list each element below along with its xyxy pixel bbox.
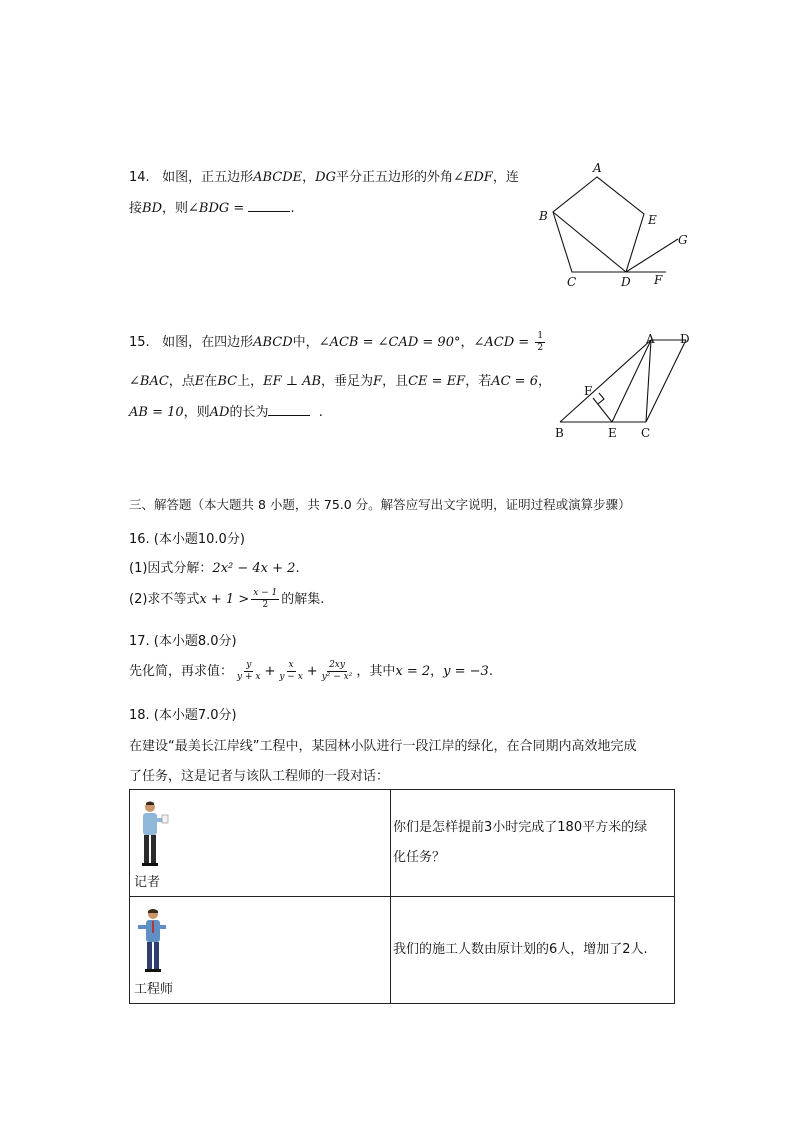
speech-line: 化任务？: [393, 850, 446, 865]
segment-bd: [553, 212, 626, 272]
speech-line: 我们的施工人数由原计划的6人，增加了2人.: [393, 942, 648, 957]
speech-cell: [391, 790, 675, 897]
dialog-table: [129, 789, 675, 1004]
label-g: G: [678, 233, 688, 247]
label-c: C: [641, 426, 651, 440]
pentagon-abcde: [553, 177, 644, 272]
q18-text-line2: 了任务，这是记者与该队工程师的一段对话：: [129, 769, 390, 784]
table-row: [130, 790, 675, 897]
q17-heading: 17. (本小题8.0分): [129, 634, 237, 649]
ray-dg: [626, 239, 678, 272]
q14-line1: 14. 如图，正五边形ABCDE，DG平分正五边形的外角∠EDF，连: [129, 170, 519, 185]
segment-ab: [560, 340, 651, 422]
q16-part1: (1)因式分解：2x² − 4x + 2.: [129, 561, 300, 576]
label-e: E: [648, 213, 657, 227]
q18-heading: 18. (本小题7.0分): [129, 708, 237, 723]
fraction-x-minus-1-over-2: $\frac{x - 1}{2}$: [253, 588, 278, 610]
q14-number: 14.: [129, 170, 150, 185]
speaker-cell: [130, 897, 391, 1004]
speech-cell: [391, 897, 675, 1004]
label-b: B: [539, 209, 548, 223]
label-e: E: [608, 426, 617, 440]
q15-line2: ∠BAC，点E在BC上，EF ⊥ AB，垂足为F，且CE = EF，若AC = 6，: [129, 374, 551, 389]
speech-line: 你们是怎样提前3小时完成了180平方米的绿: [393, 820, 648, 835]
segment-ef: [593, 398, 612, 422]
table-row: [130, 897, 675, 1004]
label-d: D: [680, 332, 690, 346]
label-d: D: [621, 275, 631, 289]
quadrilateral-figure: [548, 328, 698, 443]
fraction-one-half: $\frac{1}{2}$: [537, 331, 544, 353]
q18-text-line1: 在建设“最美长江岸线”工程中，某园林小队进行一段江岸的绿化，在合同期内高效地完成: [129, 739, 637, 754]
reporter-person-icon: [136, 800, 170, 868]
q15-line3: AB = 10，则AD的长为 .: [129, 405, 323, 420]
q16-part2: (2)求不等式x + 1 > $\frac{x - 1}{2}$ 的解集.: [129, 588, 325, 610]
speaker-label: 工程师: [134, 982, 174, 997]
fraction-3: $\frac{2xy}{\text{y² − x²}}$: [321, 660, 353, 682]
section-3-heading: 三、解答题（本大题共 8 小题，共 75.0 分。解答应写出文字说明，证明过程或演算步骤）: [129, 497, 631, 512]
label-f: F: [654, 273, 663, 287]
answer-blank: [268, 403, 310, 416]
segment-ae: [612, 340, 651, 422]
right-angle-mark: [598, 393, 604, 404]
label-f: F: [584, 384, 593, 398]
answer-blank: [248, 199, 290, 212]
speaker-label: 记者: [134, 875, 161, 890]
segment-ac: [646, 340, 651, 422]
speaker-cell: [130, 790, 391, 897]
label-a: A: [646, 332, 655, 346]
fraction-2: $\frac{x}{y - x}$: [279, 660, 303, 682]
fraction-1: $\frac{y}{y + x}$: [237, 660, 261, 682]
q15-line1: 15. 如图，在四边形ABCD中，∠ACB = ∠CAD = 90°，∠ACD = $\frac{1}{2}$: [129, 331, 544, 353]
label-c: C: [567, 275, 577, 289]
label-a: A: [593, 161, 602, 175]
pentagon-figure: [530, 160, 700, 295]
label-b: B: [555, 426, 564, 440]
q15-number: 15.: [129, 335, 150, 350]
segment-dc: [646, 340, 686, 422]
q17-expression: 先化简，再求值： $\frac{y}{y + x}$ + $\frac{x}{y - x}$ + $\frac{2xy}{\text{y² − x²}}$ ，其中x = 2，y = −3.: [129, 660, 493, 682]
q14-line2: 接BD，则∠BDG = .: [129, 201, 295, 216]
engineer-person-icon: [136, 907, 170, 975]
q16-heading: 16. (本小题10.0分): [129, 532, 245, 547]
